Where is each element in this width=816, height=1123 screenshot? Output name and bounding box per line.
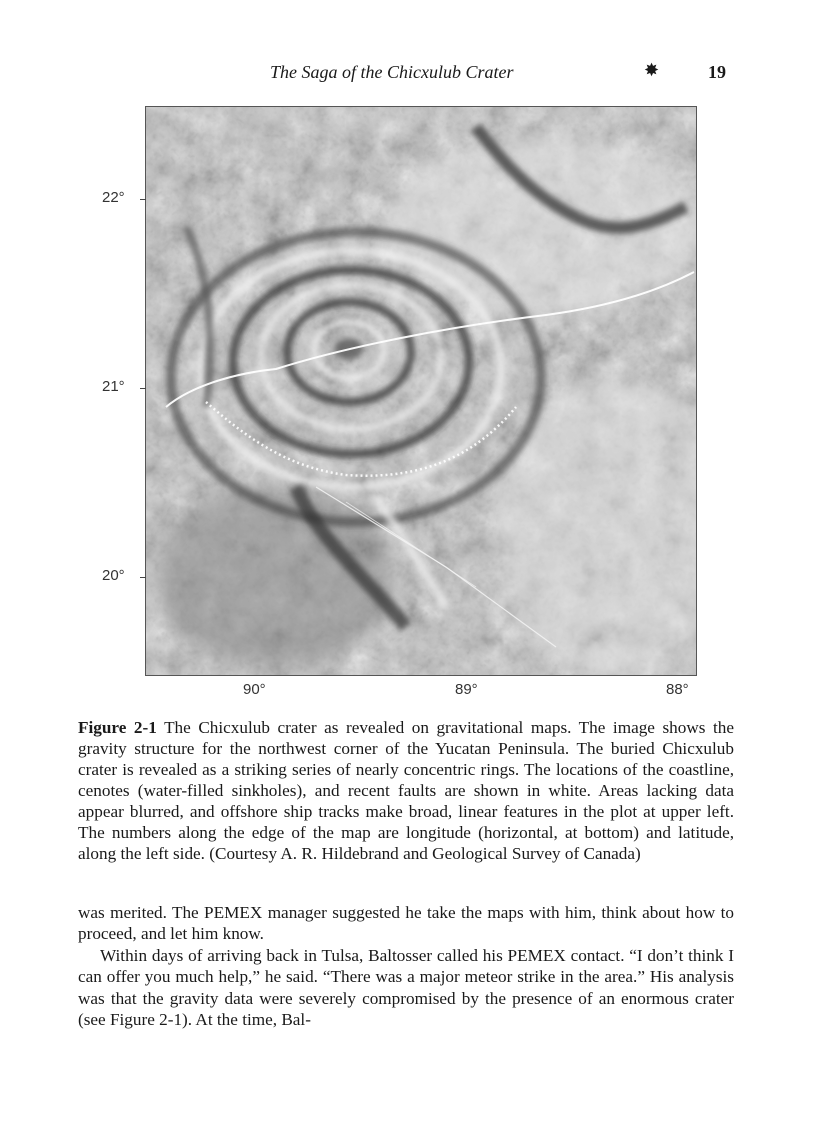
longitude-label-88: 88° bbox=[666, 681, 689, 698]
figure-2-1 bbox=[100, 98, 720, 698]
running-head bbox=[0, 62, 816, 86]
caption-text: The Chicxulub crater as revealed on gravitational maps. The image shows the gravity structure for the northwest corner of the Yucatan Peninsula. The buried Chicxulub crater is revealed as a striking series of nearly concentric rings. The locations of the coastline, cenotes (water-filled sinkholes), and recent faults are shown in white. Areas lacking data appear blurred, and offshore ship tracks make broad, linear features in the plot at upper left. The numbers along the edge of the map are longitude (horizontal, at bottom) and latitude, along the left side. (Courtesy A. R. Hildebrand and Geological Survey of Canada) bbox=[78, 718, 734, 863]
body-paragraph-2: Within days of arriving back in Tulsa, Baltosser called his PEMEX contact. “I don’t think I can offer you much help,” he said. “There was a major meteor strike in the area.” His analysis was that the gravity data were severely compromised by the presence of an enormous crater (see Figure 2-1). At the time, Bal- bbox=[78, 945, 734, 1030]
ornament-star-icon: ✸ bbox=[644, 60, 660, 80]
figure-caption bbox=[78, 717, 734, 864]
page-number: 19 bbox=[708, 62, 726, 82]
longitude-label-90: 90° bbox=[243, 681, 266, 698]
latitude-label-20: 20° bbox=[102, 567, 125, 584]
body-paragraph-1: was merited. The PEMEX manager suggested he take the maps with him, think about how to proceed, and let him know. bbox=[78, 903, 734, 944]
gravity-map-image bbox=[145, 106, 697, 676]
longitude-label-89: 89° bbox=[455, 681, 478, 698]
latitude-label-21: 21° bbox=[102, 378, 125, 395]
latitude-label-22: 22° bbox=[102, 189, 125, 206]
body-text bbox=[78, 902, 734, 1030]
running-title: The Saga of the Chicxulub Crater bbox=[270, 62, 514, 82]
caption-label: Figure 2-1 bbox=[78, 718, 157, 737]
